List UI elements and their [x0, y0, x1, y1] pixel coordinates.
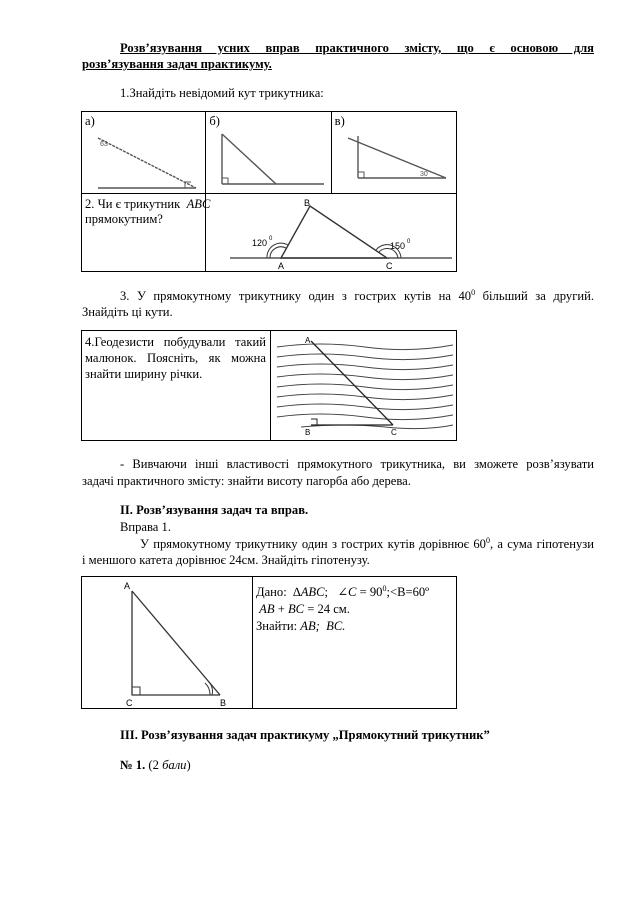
figure2-label-c: C	[386, 261, 393, 270]
ex1-right-angle	[132, 687, 140, 695]
river-label-c: C	[391, 428, 397, 437]
cell-ex1-figure	[82, 577, 253, 709]
given-angle-symbol: ∠	[337, 585, 349, 600]
given-dano: Дано:	[256, 585, 287, 600]
given-line-2	[256, 601, 456, 618]
river-figure	[275, 333, 455, 439]
figure2-triangle	[281, 206, 387, 258]
given-find-ab: AB;	[300, 619, 320, 634]
task3-line1-pre: 3. У прямокутному трикутнику один з гострих кутів на 40	[120, 289, 472, 304]
cell-task4-text	[82, 331, 271, 441]
problem1	[120, 758, 191, 773]
exercise1-title: Вправа 1.	[120, 520, 171, 534]
task4-text	[85, 334, 266, 382]
exercise1-line-2: і меншого катета дорівнює 24см. Знайдіть гіпотенузу.	[82, 553, 370, 567]
cell-a	[82, 112, 206, 194]
ex1-label-b: B	[220, 698, 227, 707]
given-sep: ;	[324, 585, 329, 600]
task2-line2: прямокутним?	[85, 212, 163, 226]
table-task4	[81, 330, 457, 441]
ex1-angle-b-arc2	[205, 683, 210, 695]
cell-fig2	[206, 194, 457, 272]
figure2-label-b: B	[304, 198, 311, 208]
given-ab: AB	[259, 602, 275, 617]
ex1-hypotenuse	[132, 591, 220, 695]
task4-line3: знайти ширину річки.	[85, 367, 203, 381]
intro-line-1	[82, 41, 594, 56]
given-tail: ;<B=60º	[386, 585, 430, 600]
exercise1-line1-post: , а сума гіпотенузи	[489, 537, 595, 552]
right-triangle-figure	[112, 579, 252, 707]
river-label-b: B	[305, 428, 311, 437]
exercise1-line1-sup: 0	[485, 536, 490, 545]
river-lines	[277, 344, 453, 429]
task4-line2: малюнок. Поясніть, як можна	[85, 351, 266, 365]
triangle-a-figure	[92, 130, 202, 194]
para5-line-2: задачі практичного змісту: знайти висоту пагорба або дерева.	[82, 474, 411, 488]
triangle-a-hypotenuse	[98, 138, 196, 188]
para5-line1-text: - Вивчаючи інші властивості прямокутного трикутника, ви зможете розв’язувати	[120, 457, 594, 471]
problem1-close: )	[186, 758, 191, 772]
para5-line-1	[82, 457, 594, 472]
river-right-angle	[311, 419, 317, 425]
cell-task4-figure	[271, 331, 457, 441]
given-eq: = 90	[359, 585, 383, 600]
river-diagonal	[311, 341, 393, 425]
triangle-abc-figure	[226, 196, 456, 270]
given-plus: +	[277, 602, 285, 617]
figure2-deg-right: 0	[407, 239, 411, 245]
cell-ex1-given	[253, 577, 457, 709]
triangle-b-hypotenuse	[222, 134, 276, 184]
task2-abc: ABC	[186, 197, 211, 211]
given-line-3	[256, 618, 456, 635]
cell-b	[206, 112, 331, 194]
task2-line1: 2. Чи є трикутник	[85, 197, 181, 211]
task3-line1-sup: 0	[471, 288, 476, 297]
task3-line-2: Знайдіть ці кути.	[82, 305, 173, 319]
river-label-a: A	[305, 336, 311, 345]
given-block	[256, 580, 456, 635]
triangle-b-figure	[212, 128, 328, 194]
given-abc: ABC	[300, 585, 325, 600]
problem1-points: (2	[148, 758, 159, 772]
intro-line-2: розв’язування задач практикуму.	[82, 57, 272, 71]
label-b: б)	[209, 114, 220, 128]
cell-c	[331, 112, 456, 194]
ex1-label-a: A	[124, 581, 131, 591]
intro-line-1-text: Розв’язування усних вправ практичного змісту, що є основою для	[120, 41, 594, 55]
triangle-c-figure	[338, 128, 454, 194]
task4-line1: 4.Геодезисти побудували такий	[85, 335, 266, 349]
exercise1-line1-pre: У прямокутному трикутнику один з гострих кутів дорівнює 60	[140, 537, 486, 552]
figure2-angle-left: 120	[252, 238, 268, 248]
cell-task2	[82, 194, 211, 272]
section3-heading: ІІІ. Розв’язування задач практикуму „Прямокутний трикутник”	[120, 728, 490, 742]
figure2-angle-right: 150	[390, 241, 406, 251]
given-c: C	[348, 585, 357, 600]
given-find-bc: BC.	[326, 619, 346, 634]
triangle-c-right-angle-mark	[358, 172, 364, 178]
given-sup: 0	[382, 584, 387, 593]
exercise1-line-1	[82, 536, 594, 552]
ex1-label-c: C	[126, 698, 133, 707]
figure2-label-a: A	[278, 261, 285, 270]
given-find: Знайти:	[256, 619, 298, 634]
triangle-a-angle-label: 63	[100, 141, 108, 148]
figure2-deg-left: 0	[269, 236, 273, 242]
given-rest: = 24 см.	[307, 602, 350, 617]
problem1-points-unit: бали	[162, 758, 187, 772]
label-c: в)	[334, 114, 345, 128]
task3-line-1	[82, 288, 594, 304]
task1-text: 1.Знайдіть невідомий кут трикутника:	[120, 86, 324, 100]
triangle-c-angle-label: 30	[419, 171, 428, 178]
table-exercise1	[81, 576, 457, 709]
table-triangles	[81, 111, 457, 272]
triangle-b-right-angle-mark	[222, 178, 228, 184]
given-bc: BC	[287, 602, 305, 617]
task3-line1-post: більший за другий.	[475, 289, 594, 304]
given-triangle-symbol: ∆	[293, 585, 301, 600]
problem1-num: № 1.	[120, 758, 146, 772]
given-line-1	[256, 580, 456, 601]
label-a: а)	[85, 114, 95, 128]
section2-heading: ІІ. Розв’язування задач та вправ.	[120, 503, 309, 517]
